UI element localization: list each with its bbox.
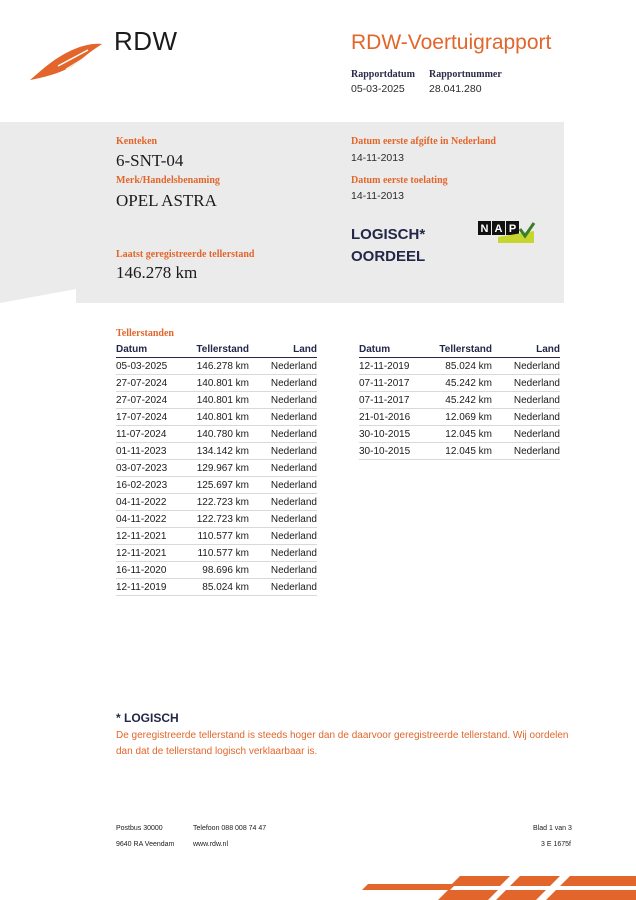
table-row (116, 528, 317, 545)
afgifte-value: 14-11-2013 (351, 152, 404, 164)
cell-tellerstand: 12.045 km (431, 443, 492, 460)
cell-land: Nederland (249, 426, 317, 443)
cell-tellerstand: 12.045 km (431, 426, 492, 443)
table-row (116, 545, 317, 562)
rdw-stripes-icon (360, 874, 636, 900)
oordeel-line1: LOGISCH* (351, 226, 426, 243)
column-header-tellerstand: Tellerstand (188, 344, 249, 358)
cell-tellerstand: 140.801 km (188, 375, 249, 392)
kenteken-value: 6-SNT-04 (116, 151, 184, 170)
cell-land: Nederland (249, 545, 317, 562)
footnote-text: De geregistreerde tellerstand is steeds hoger dan de daarvoor geregistreerde tellerstand. Wij oordelen dan dat de tellerstand logisch verklaarbaar is. (116, 730, 569, 757)
cell-tellerstand: 125.697 km (188, 477, 249, 494)
cell-tellerstand: 45.242 km (431, 392, 492, 409)
cell-land: Nederland (492, 375, 560, 392)
table-row (116, 392, 317, 409)
cell-land: Nederland (492, 426, 560, 443)
column-header-datum: Datum (359, 344, 431, 358)
table-row (116, 460, 317, 477)
kenteken-label: Kenteken (116, 136, 158, 147)
cell-datum: 07-11-2017 (359, 375, 431, 392)
table-row (359, 375, 560, 392)
footer-code: 3 E 1675f (541, 841, 571, 848)
column-header-datum: Datum (116, 344, 188, 358)
cell-land: Nederland (249, 358, 317, 375)
cell-tellerstand: 134.142 km (188, 443, 249, 460)
merk-value: OPEL ASTRA (116, 191, 217, 210)
odometer-table-right (359, 344, 560, 460)
rapportnummer-value: 28.041.280 (429, 83, 482, 95)
cell-datum: 05-03-2025 (116, 358, 188, 375)
toelating-value: 14-11-2013 (351, 190, 404, 202)
cell-tellerstand: 85.024 km (431, 358, 492, 375)
footer-address: 9640 RA Veendam (116, 841, 175, 848)
cell-tellerstand: 45.242 km (431, 375, 492, 392)
footer-website: www.rdw.nl (193, 841, 229, 848)
footer-telefoon: Telefoon 088 008 74 47 (193, 825, 267, 832)
table-row (116, 426, 317, 443)
table-row (116, 579, 317, 596)
column-header-land: Land (249, 344, 317, 358)
cell-datum: 12-11-2021 (116, 528, 188, 545)
cell-datum: 11-07-2024 (116, 426, 188, 443)
cell-tellerstand: 140.801 km (188, 409, 249, 426)
table-header-row (116, 344, 317, 358)
nap-logo-icon (478, 221, 536, 245)
cell-land: Nederland (492, 392, 560, 409)
footnote-title: * LOGISCH (116, 711, 179, 725)
cell-land: Nederland (249, 528, 317, 545)
cell-land: Nederland (492, 443, 560, 460)
cell-datum: 12-11-2021 (116, 545, 188, 562)
column-header-land: Land (492, 344, 560, 358)
cell-tellerstand: 129.967 km (188, 460, 249, 477)
table-row (359, 409, 560, 426)
cell-datum: 16-11-2020 (116, 562, 188, 579)
oordeel-verdict (351, 224, 425, 268)
tellerstand-value: 146.278 km (116, 263, 198, 282)
cell-datum: 27-07-2024 (116, 392, 188, 409)
cell-land: Nederland (249, 562, 317, 579)
cell-land: Nederland (249, 460, 317, 477)
cell-land: Nederland (249, 511, 317, 528)
cell-datum: 30-10-2015 (359, 443, 431, 460)
cell-tellerstand: 85.024 km (188, 579, 249, 596)
cell-datum: 07-11-2017 (359, 392, 431, 409)
table-row (116, 375, 317, 392)
merk-label: Merk/Handelsbenaming (116, 175, 220, 186)
rdw-logo-wing-icon (28, 40, 104, 82)
cell-datum: 12-11-2019 (116, 579, 188, 596)
table-row (116, 494, 317, 511)
cell-tellerstand: 146.278 km (188, 358, 249, 375)
odometer-table-left (116, 344, 317, 596)
svg-text:A: A (494, 223, 503, 235)
cell-land: Nederland (492, 409, 560, 426)
report-title: RDW-Voertuigrapport (351, 31, 552, 54)
cell-tellerstand: 140.801 km (188, 392, 249, 409)
cell-land: Nederland (249, 477, 317, 494)
vehicle-info-band (0, 122, 564, 303)
cell-land: Nederland (249, 392, 317, 409)
rapportdatum-value: 05-03-2025 (351, 83, 405, 95)
table-row (359, 392, 560, 409)
footer-page: Blad 1 van 3 (533, 825, 572, 832)
cell-datum: 16-02-2023 (116, 477, 188, 494)
tellerstanden-title: Tellerstanden (116, 328, 174, 339)
tellerstand-label: Laatst geregistreerde tellerstand (116, 249, 255, 260)
cell-datum: 03-07-2023 (116, 460, 188, 477)
cell-tellerstand: 122.723 km (188, 511, 249, 528)
table-row (359, 358, 560, 375)
cell-datum: 30-10-2015 (359, 426, 431, 443)
rapportdatum-label: Rapportdatum (351, 69, 415, 80)
svg-text:N: N (480, 223, 489, 235)
svg-text:P: P (508, 223, 517, 235)
table-row (116, 409, 317, 426)
cell-datum: 04-11-2022 (116, 494, 188, 511)
cell-tellerstand: 110.577 km (188, 545, 249, 562)
afgifte-label: Datum eerste afgifte in Nederland (351, 136, 496, 147)
rapportnummer-label: Rapportnummer (429, 69, 502, 80)
brand-name: RDW (114, 26, 178, 56)
cell-land: Nederland (249, 409, 317, 426)
table-row (116, 511, 317, 528)
cell-datum: 21-01-2016 (359, 409, 431, 426)
cell-land: Nederland (492, 358, 560, 375)
footer-postbus: Postbus 30000 (116, 825, 163, 832)
cell-tellerstand: 110.577 km (188, 528, 249, 545)
oordeel-line2: OORDEEL (351, 248, 426, 265)
toelating-label: Datum eerste toelating (351, 175, 448, 186)
cell-datum: 12-11-2019 (359, 358, 431, 375)
cell-land: Nederland (249, 494, 317, 511)
cell-tellerstand: 98.696 km (188, 562, 249, 579)
table-row (116, 358, 317, 375)
table-row (359, 443, 560, 460)
table-header-row (359, 344, 560, 358)
cell-tellerstand: 12.069 km (431, 409, 492, 426)
cell-land: Nederland (249, 375, 317, 392)
cell-datum: 17-07-2024 (116, 409, 188, 426)
table-row (116, 443, 317, 460)
cell-datum: 04-11-2022 (116, 511, 188, 528)
table-row (116, 562, 317, 579)
table-row (116, 477, 317, 494)
cell-land: Nederland (249, 443, 317, 460)
table-row (359, 426, 560, 443)
cell-land: Nederland (249, 579, 317, 596)
cell-datum: 27-07-2024 (116, 375, 188, 392)
cell-tellerstand: 122.723 km (188, 494, 249, 511)
column-header-tellerstand: Tellerstand (431, 344, 492, 358)
cell-datum: 01-11-2023 (116, 443, 188, 460)
cell-tellerstand: 140.780 km (188, 426, 249, 443)
